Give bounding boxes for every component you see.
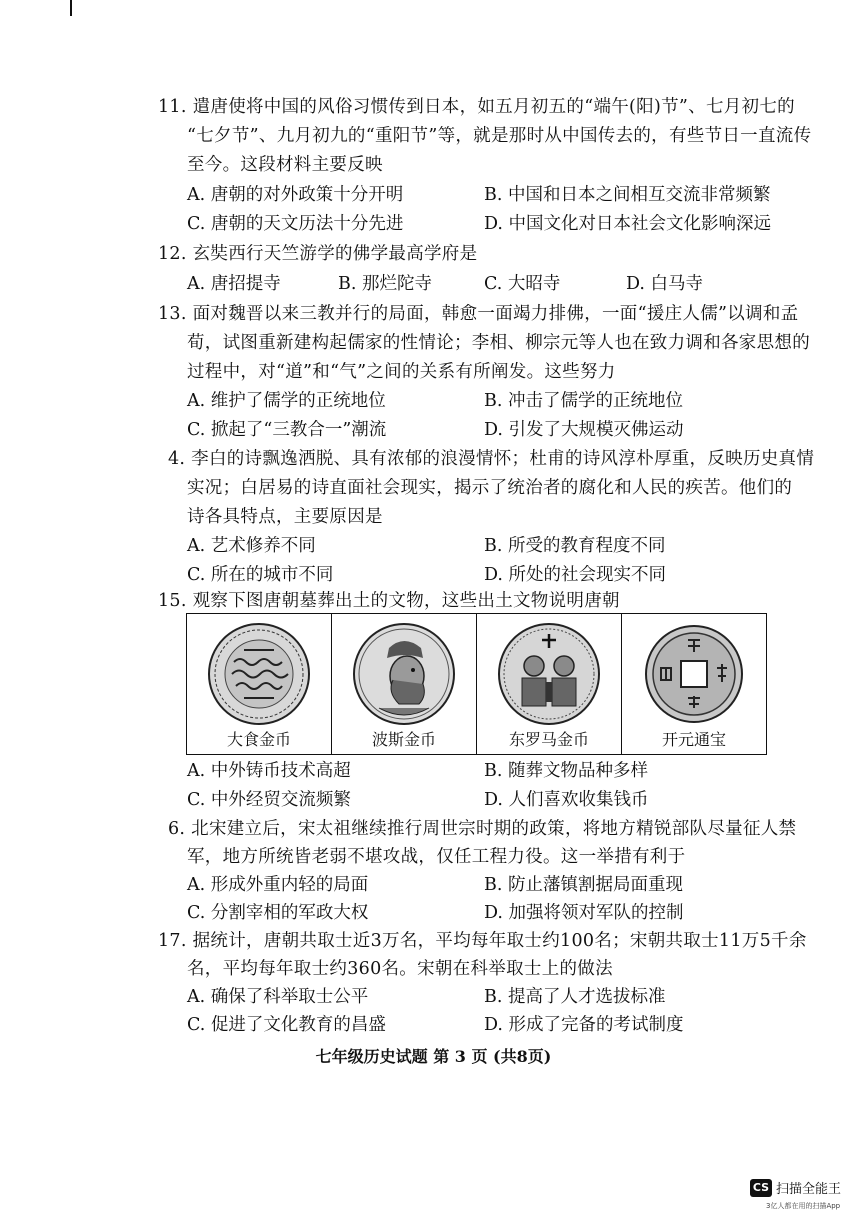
q14-option-d: D. 所处的社会现实不同 bbox=[484, 565, 667, 585]
q11-option-d: D. 中国文化对日本社会文化影响深远 bbox=[484, 214, 772, 234]
q11-option-a: A. 唐朝的对外政策十分开明 bbox=[187, 185, 404, 205]
arab-gold-coin-image bbox=[204, 620, 314, 728]
q12-option-c: C. 大昭寺 bbox=[484, 274, 561, 294]
q17-option-d: D. 形成了完备的考试制度 bbox=[484, 1015, 684, 1035]
q16-option-b: B. 防止藩镇割据局面重现 bbox=[484, 875, 683, 895]
coin-cell-arab bbox=[187, 614, 332, 754]
q17-stem-line-2: 名，平均每年取士约360名。宋朝在科举取士上的做法 bbox=[187, 959, 613, 979]
q16-stem-line-1: 6. 北宋建立后，宋太祖继续推行周世宗时期的政策，将地方精锐部队尽量征人禁 bbox=[168, 819, 797, 839]
kaiyuan-tongbao-coin-image bbox=[639, 620, 749, 728]
q12-option-a: A. 唐招提寺 bbox=[187, 274, 281, 294]
q14-option-a: A. 艺术修养不同 bbox=[187, 536, 316, 556]
coin-caption-byzantine: 东罗马金币 bbox=[508, 730, 589, 749]
q16-option-d: D. 加强将领对军队的控制 bbox=[484, 903, 684, 923]
q17-option-b: B. 提高了人才选拔标准 bbox=[484, 987, 666, 1007]
coin-caption-arab: 大食金币 bbox=[226, 730, 291, 749]
q11-option-b: B. 中国和日本之间相互交流非常频繁 bbox=[484, 185, 771, 205]
q11-stem-line-2: “七夕节”、九月初九的“重阳节”等，就是那时从中国传去的，有些节日一直流传 bbox=[187, 126, 812, 146]
edge-mark bbox=[70, 0, 72, 16]
q13-option-a: A. 维护了儒学的正统地位 bbox=[187, 391, 386, 411]
q17-option-a: A. 确保了科举取士公平 bbox=[187, 987, 369, 1007]
byzantine-gold-coin-image bbox=[494, 620, 604, 728]
q15-stem: 15. 观察下图唐朝墓葬出土的文物，这些出土文物说明唐朝 bbox=[158, 591, 620, 611]
coin-caption-persia: 波斯金币 bbox=[371, 730, 436, 749]
coin-caption-kaiyuan: 开元通宝 bbox=[661, 730, 726, 749]
q13-option-d: D. 引发了大规模灭佛运动 bbox=[484, 420, 684, 440]
q11-stem-line-3: 至今。这段材料主要反映 bbox=[187, 155, 383, 175]
q15-option-c: C. 中外经贸交流频繁 bbox=[187, 790, 351, 810]
q11-stem-line-1: 11. 遣唐使将中国的风俗习惯传到日本，如五月初五的“端午(阳)节”、七月初七的 bbox=[158, 97, 795, 117]
q11-option-c: C. 唐朝的天文历法十分先进 bbox=[187, 214, 404, 234]
coin-cell-byzantine bbox=[477, 614, 622, 754]
coin-cell-kaiyuan bbox=[622, 614, 766, 754]
scanner-logo-icon: CS bbox=[750, 1179, 772, 1197]
q14-stem-line-3: 诗各具特点，主要原因是 bbox=[187, 507, 383, 527]
q14-option-b: B. 所受的教育程度不同 bbox=[484, 536, 666, 556]
q13-stem-line-3: 过程中，对“道”和“气”之间的关系有所阐发。这些努力 bbox=[187, 362, 616, 382]
q17-stem-line-1: 17. 据统计，唐朝共取士近3万名，平均每年取士约100名；宋朝共取士11万5千余 bbox=[158, 931, 807, 951]
q13-option-c: C. 掀起了“三教合一”潮流 bbox=[187, 420, 387, 440]
scanner-tagline: 3亿人都在用的扫描App bbox=[766, 1202, 841, 1210]
q14-stem-line-1: 4. 李白的诗飘逸洒脱、具有浓郁的浪漫情怀；杜甫的诗风淳朴厚重，反映历史真情 bbox=[168, 449, 815, 469]
coin-figure-table bbox=[186, 613, 767, 755]
scanner-watermark bbox=[750, 1178, 841, 1197]
q14-option-c: C. 所在的城市不同 bbox=[187, 565, 334, 585]
q16-option-a: A. 形成外重内轻的局面 bbox=[187, 875, 369, 895]
q16-stem-line-2: 军，地方所统皆老弱不堪攻战，仅任工程力役。这一举措有利于 bbox=[187, 847, 686, 867]
q13-stem-line-1: 13. 面对魏晋以来三教并行的局面，韩愈一面竭力排佛，一面“援庄人儒”以调和孟 bbox=[158, 304, 799, 324]
page-footer: 七年级历史试题 第 3 页 (共8页) bbox=[315, 1047, 552, 1066]
q12-option-d: D. 白马寺 bbox=[626, 274, 704, 294]
persian-gold-coin-image bbox=[349, 620, 459, 728]
q15-option-a: A. 中外铸币技术高超 bbox=[187, 761, 351, 781]
q13-stem-line-2: 荀，试图重新建构起儒家的性情论；李相、柳宗元等人也在致力调和各家思想的 bbox=[187, 333, 810, 353]
q12-stem: 12. 玄奘西行天竺游学的佛学最高学府是 bbox=[158, 244, 478, 264]
q17-option-c: C. 促进了文化教育的昌盛 bbox=[187, 1015, 386, 1035]
scanner-app-name: 扫描全能王 bbox=[776, 1182, 842, 1197]
coin-cell-persia bbox=[332, 614, 477, 754]
q12-option-b: B. 那烂陀寺 bbox=[338, 274, 432, 294]
q13-option-b: B. 冲击了儒学的正统地位 bbox=[484, 391, 683, 411]
q15-option-b: B. 随葬文物品种多样 bbox=[484, 761, 648, 781]
q16-option-c: C. 分割宰相的军政大权 bbox=[187, 903, 369, 923]
q15-option-d: D. 人们喜欢收集钱币 bbox=[484, 790, 649, 810]
q14-stem-line-2: 实况；白居易的诗直面社会现实，揭示了统治者的腐化和人民的疾苦。他们的 bbox=[187, 478, 793, 498]
